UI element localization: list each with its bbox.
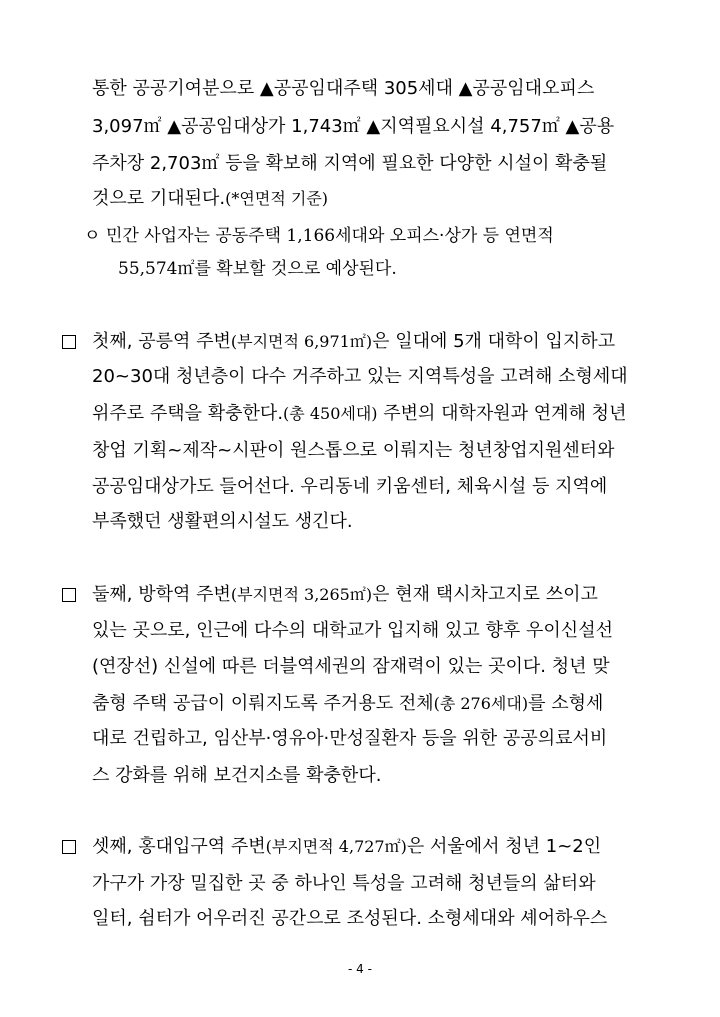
section-first-line-6: 부족했던 생활편의시설도 생긴다.	[92, 511, 353, 532]
section-third-line-1-pre: 셋째, 홍대입구역 주변	[92, 836, 266, 857]
section-second-line-6: 스 강화를 위해 보건지소를 확충한다.	[92, 765, 382, 786]
section-first-line-1	[92, 331, 615, 353]
section-first-line-3	[92, 403, 626, 425]
section-first-checkbox	[62, 335, 76, 349]
intro-line-1: 통한 공공기여분으로 ▲공공임대주택 305세대 ▲공공임대오피스	[92, 78, 595, 99]
sub-item-bullet: ㅇ	[84, 226, 101, 246]
section-second-line-4-paren: (총 276세대)	[433, 694, 529, 713]
section-first-line-1-post: 은 일대에 5개 대학이 입지하고	[372, 331, 616, 352]
section-first-line-4: 창업 기획~제작~시판이 원스톱으로 이뤄지는 청년창업지원센터와	[92, 440, 615, 461]
section-first-line-2: 20~30대 청년층이 다수 거주하고 있는 지역특성을 고려해 소형세대	[92, 366, 628, 387]
section-second-line-1-paren: (부지면적 3,265㎡)	[230, 585, 373, 604]
intro-line-3: 주차장 2,703㎡ 등을 확보해 지역에 필요한 다양한 시설이 확충될	[92, 153, 608, 174]
section-second-line-1-post: 은 현재 택시차고지로 쓰이고	[372, 584, 598, 605]
intro-line-4	[92, 188, 328, 210]
section-second-line-4-post: 를 소형세	[528, 693, 604, 714]
section-second-line-4	[92, 693, 603, 715]
section-first-line-3-paren: (총 450세대)	[283, 404, 378, 423]
section-third-line-1-paren: (부지면적 4,727㎡)	[265, 837, 407, 856]
section-first-line-3-post: 주변의 대학자원과 연계해 청년	[377, 403, 627, 424]
section-third-checkbox	[62, 840, 76, 854]
section-third-line-1	[92, 836, 601, 858]
intro-line-4-text: 것으로 기대된다.	[92, 188, 226, 209]
section-second-line-4-pre: 춤형 주택 공급이 이뤄지도록 주거용도 전체	[92, 693, 434, 714]
page-number: - 4 -	[348, 962, 372, 976]
section-second-line-2: 있는 곳으로, 인근에 다수의 대학교가 입지해 있고 향후 우이신설선	[92, 620, 613, 641]
section-second-line-5: 대로 건립하고, 임산부·영유아·만성질환자 등을 위한 공공의료서비	[92, 728, 608, 749]
section-first-line-3-pre: 위주로 주택을 확충한다.	[92, 403, 284, 424]
section-second-line-1	[92, 584, 598, 606]
section-first-line-5: 공공임대상가도 들어선다. 우리동네 키움센터, 체육시설 등 지역에	[92, 476, 608, 497]
section-third-line-3: 일터, 쉼터가 어우러진 공간으로 조성된다. 소형세대와 셰어하우스	[92, 908, 608, 929]
sub-item-line-1: 민간 사업자는 공동주택 1,166세대와 오피스·상가 등 연면적	[106, 226, 554, 246]
intro-line-2: 3,097㎡ ▲공공임대상가 1,743㎡ ▲지역필요시설 4,757㎡ ▲공용	[92, 116, 615, 137]
section-second-line-1-pre: 둘째, 방학역 주변	[92, 584, 231, 605]
section-third-line-1-post: 은 서울에서 청년 1~2인	[406, 836, 602, 857]
section-second-line-3: (연장선) 신설에 따른 더블역세권의 잠재력이 있는 곳이다. 청년 맞	[92, 656, 610, 677]
intro-note: (*연면적 기준)	[225, 189, 329, 208]
section-second-checkbox	[62, 588, 76, 602]
section-first-line-1-pre: 첫째, 공릉역 주변	[92, 331, 231, 352]
sub-item-line-2: 55,574㎡를 확보할 것으로 예상된다.	[118, 259, 397, 279]
section-third-line-2: 가구가 가장 밀집한 곳 중 하나인 특성을 고려해 청년들의 삶터와	[92, 873, 596, 894]
section-first-line-1-paren: (부지면적 6,971㎡)	[230, 332, 373, 351]
